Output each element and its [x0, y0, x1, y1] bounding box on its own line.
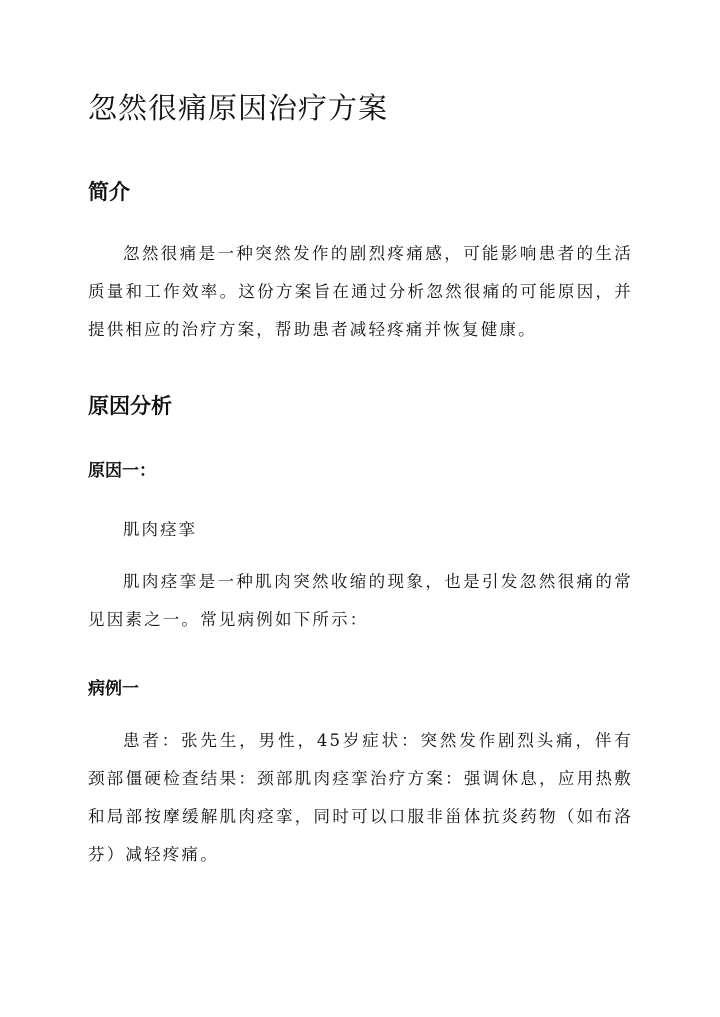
analysis-heading: 原因分析 [88, 393, 172, 418]
case1-paragraph: 患者：张先生，男性，45岁症状：突然发作剧烈头痛，伴有颈部僵硬检查结果：颈部肌肉痉挛治疗方案：强调休息，应用热敷和局部按摩缓解肌肉痉挛，同时可以口服非甾体抗炎药物（如布洛芬）减轻疼痛。 [88, 731, 633, 864]
cause1-name: 肌肉痉挛 [123, 520, 197, 539]
intro-heading: 简介 [88, 179, 130, 204]
document-title: 忽然很痛原因治疗方案 [88, 91, 389, 125]
cause1-paragraph: 肌肉痉挛是一种肌肉突然收缩的现象，也是引发忽然很痛的常见因素之一。常见病例如下所示： [88, 572, 633, 629]
intro-paragraph: 忽然很痛是一种突然发作的剧烈疼痛感，可能影响患者的生活质量和工作效率。这份方案旨在通过分析忽然很痛的可能原因，并提供相应的治疗方案，帮助患者减轻疼痛并恢复健康。 [88, 244, 633, 339]
cause1-heading: 原因一： [88, 461, 156, 481]
case1-heading: 病例一 [88, 679, 139, 699]
